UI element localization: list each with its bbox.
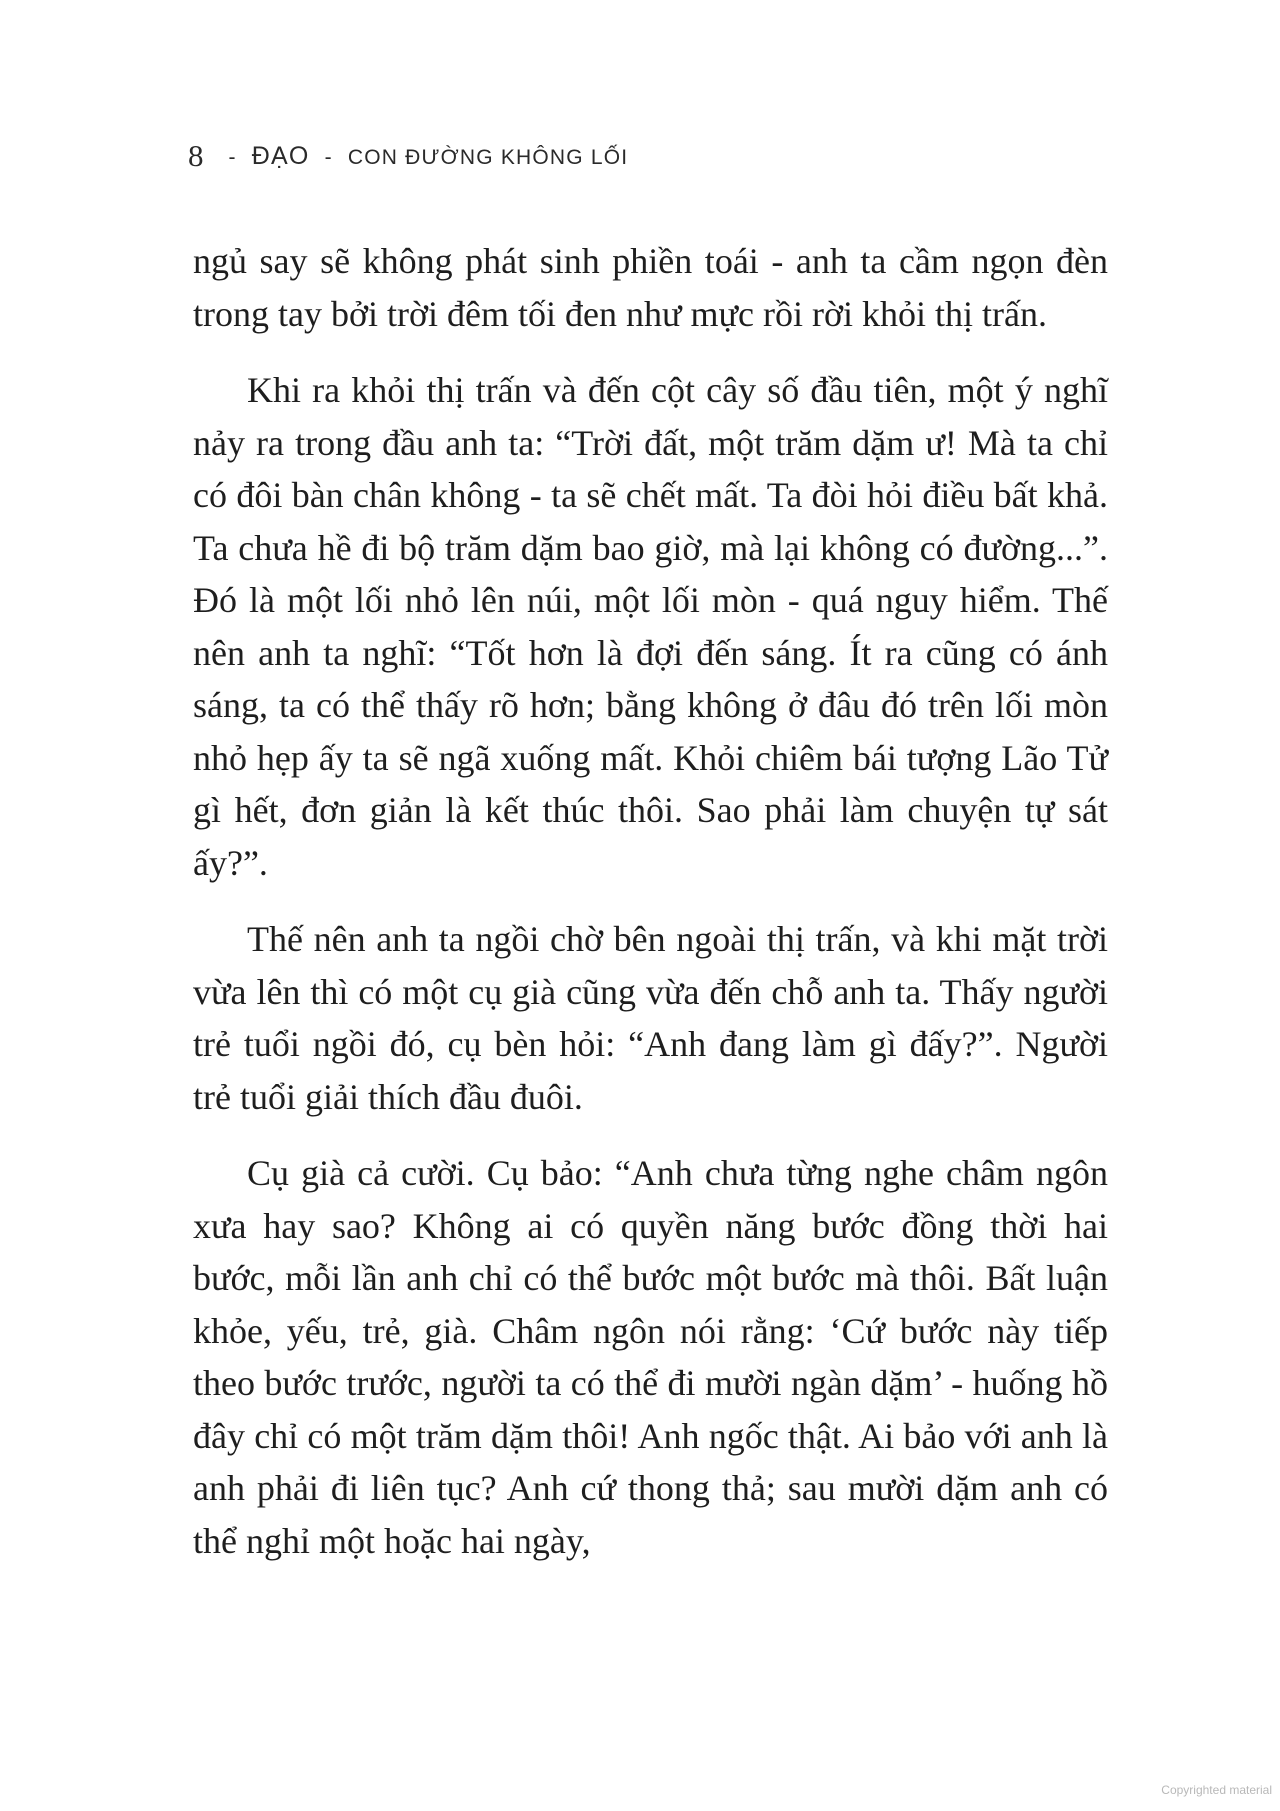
page-number: 8 — [188, 138, 204, 173]
header-separator-2: - — [324, 146, 333, 169]
header-title-part1: ĐẠO — [251, 142, 310, 170]
running-header — [188, 138, 628, 174]
paragraph-4: Cụ già cả cười. Cụ bảo: “Anh chưa từng nghe châm ngôn xưa hay sao? Không ai có quyền năng bước đồng thời hai bước, mỗi lần anh chỉ có thể bước một bước mà thôi. Bất luận khỏe, yếu, trẻ, già. Châm ngôn nói rằng: ‘Cứ bước này tiếp theo bước trước, người ta có thể đi mười ngàn dặm’ - huống hồ đây chỉ có một trăm dặm thôi! Anh ngốc thật. Ai bảo với anh là anh phải đi liên tục? Anh cứ thong thả; sau mười dặm anh có thể nghỉ một hoặc hai ngày, — [193, 1153, 1108, 1561]
paragraph-1: ngủ say sẽ không phát sinh phiền toái - anh ta cầm ngọn đèn trong tay bởi trời đêm tối đen như mực rồi rời khỏi thị trấn. — [193, 241, 1108, 334]
copyright-watermark: Copyrighted material — [1161, 1783, 1272, 1797]
paragraph-2: Khi ra khỏi thị trấn và đến cột cây số đầu tiên, một ý nghĩ nảy ra trong đầu anh ta: “Trời đất, một trăm dặm ư! Mà ta chỉ có đôi bàn chân không - ta sẽ chết mất. Ta đòi hỏi điều bất khả. Ta chưa hề đi bộ trăm dặm bao giờ, mà lại không có đường...”. Đó là một lối nhỏ lên núi, một lối mòn - quá nguy hiểm. Thế nên anh ta nghĩ: “Tốt hơn là đợi đến sáng. Ít ra cũng có ánh sáng, ta có thể thấy rõ hơn; bằng không ở đâu đó trên lối mòn nhỏ hẹp ấy ta sẽ ngã xuống mất. Khỏi chiêm bái tượng Lão Tử gì hết, đơn giản là kết thúc thôi. Sao phải làm chuyện tự sát ấy?”. — [193, 370, 1108, 883]
header-title-part2: CON ĐƯỜNG KHÔNG LỐI — [347, 146, 629, 169]
paragraph-3: Thế nên anh ta ngồi chờ bên ngoài thị trấn, và khi mặt trời vừa lên thì có một cụ già cũng vừa đến chỗ anh ta. Thấy người trẻ tuổi ngồi đó, cụ bèn hỏi: “Anh đang làm gì đấy?”. Người trẻ tuổi giải thích đầu đuôi. — [193, 919, 1108, 1117]
page-body — [193, 235, 1108, 1591]
header-separator: - — [228, 146, 237, 169]
